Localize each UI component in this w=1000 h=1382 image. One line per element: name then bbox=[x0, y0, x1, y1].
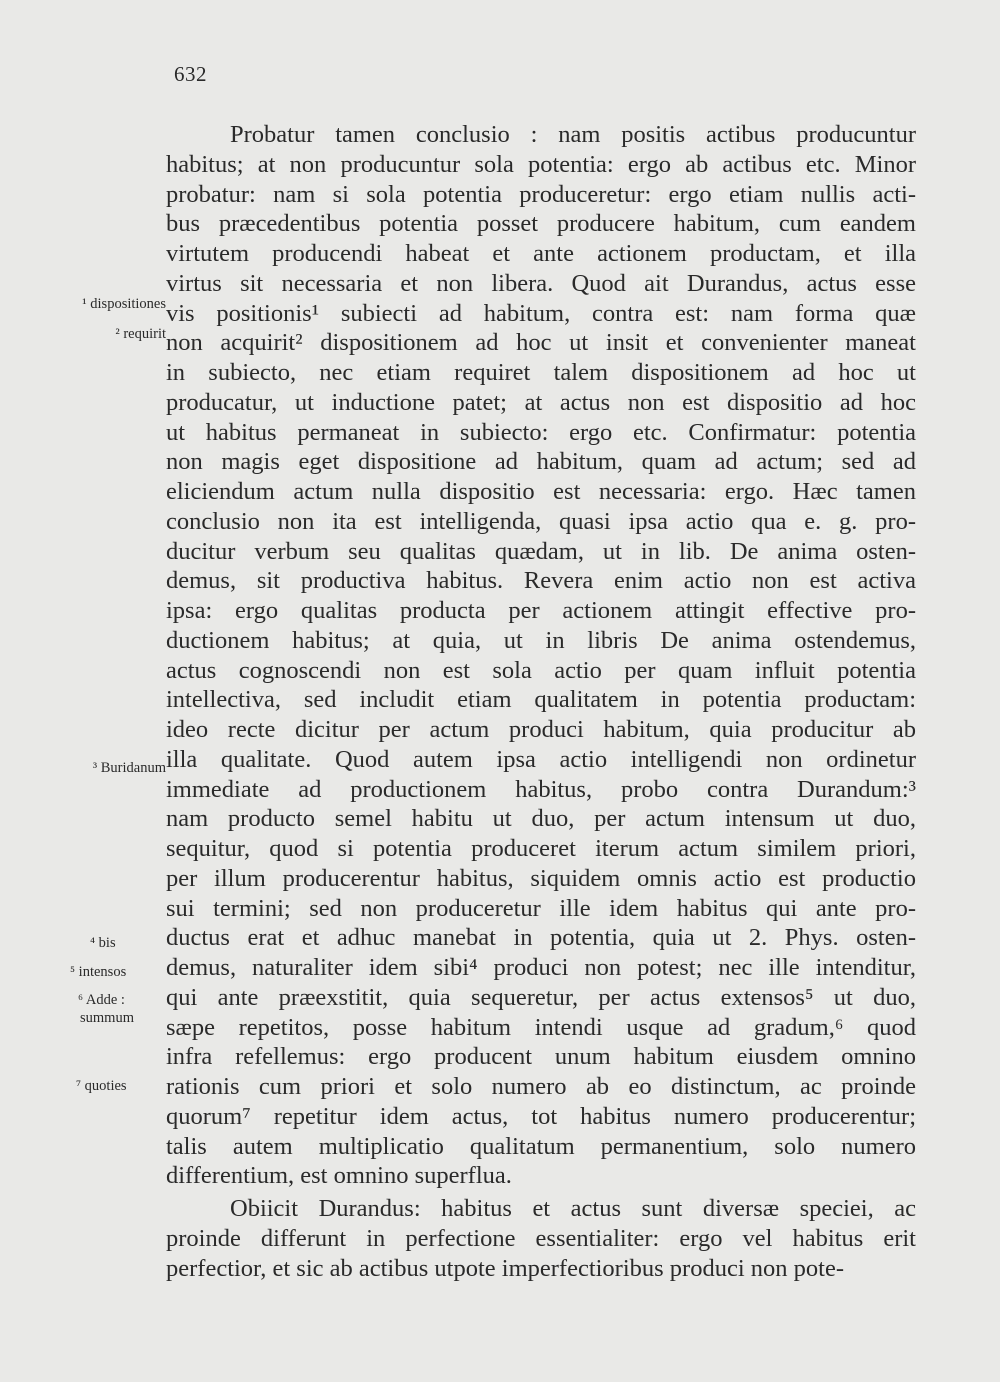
margin-note-7: ⁷ quoties bbox=[76, 1078, 127, 1094]
text-line: immediate ad productionem habitus, probo contra Durandum:³ bbox=[166, 775, 916, 803]
text-line: non acquirit² dispositionem ad hoc ut insit et convenienter maneat bbox=[166, 329, 916, 357]
text-line: conclusio non ita est intelligenda, quasi ipsa actio qua e. g. pro- bbox=[166, 507, 916, 535]
text-line: ducitur verbum seu qualitas quædam, ut in lib. De anima osten- bbox=[166, 537, 916, 565]
margin-note-2: ² requirit bbox=[115, 326, 166, 342]
text-line: ut habitus permaneat in subiecto: ergo etc. Confirmatur: potentia bbox=[166, 418, 916, 446]
text-line: demus, naturaliter idem sibi⁴ produci non potest; nec ille intenditur, bbox=[166, 954, 916, 981]
margin-note-6-cont: summum bbox=[80, 1010, 134, 1026]
text-line: eliciendum actum nulla dispositio est necessaria: ergo. Hæc tamen bbox=[166, 478, 916, 505]
text-line: perfectior, et sic ab actibus utpote imperfectioribus produci non pote- bbox=[166, 1254, 844, 1282]
body-text bbox=[166, 120, 916, 1283]
text-line: quorum⁷ repetitur idem actus, tot habitus numero producerentur; bbox=[166, 1102, 916, 1130]
text-line: illa qualitate. Quod autem ipsa actio intelligendi non ordinetur bbox=[166, 745, 916, 773]
text-line: virtus sit necessaria et non libera. Quod ait Durandus, actus esse bbox=[166, 269, 916, 297]
text-line: sequitur, quod si potentia produceret iterum actum similem priori, bbox=[166, 835, 916, 862]
margin-note-1: ¹ dispositiones bbox=[82, 296, 166, 312]
text-line: rationis cum priori et solo numero ab eo distinctum, ac proinde bbox=[166, 1073, 916, 1100]
text-line: actus cognoscendi non est sola actio per quam influit potentia bbox=[166, 656, 916, 684]
text-line: ipsa: ergo qualitas producta per actionem attingit effective pro- bbox=[166, 597, 916, 624]
text-line: intellectiva, sed includit etiam qualitatem in potentia productam: bbox=[166, 686, 916, 714]
text-line: proinde differunt in perfectione essentialiter: ergo vel habitus erit bbox=[166, 1224, 916, 1252]
text-line: differentium, est omnino superflua. bbox=[166, 1162, 512, 1190]
text-line: qui ante præexstitit, quia sequeretur, per actus extensos⁵ ut duo, bbox=[166, 983, 916, 1011]
text-line: ductionem habitus; at quia, ut in libris De anima ostendemus, bbox=[166, 626, 916, 654]
text-line: virtutem producendi habeat et ante actionem productam, et illa bbox=[166, 240, 916, 267]
text-line: infra refellemus: ergo producent unum habitum eiusdem omnino bbox=[166, 1043, 916, 1071]
text-line: Probatur tamen conclusio : nam positis actibus producuntur bbox=[230, 121, 916, 148]
text-line: ideo recte dicitur per actum produci habitum, quia producitur ab bbox=[166, 716, 916, 743]
page-number: 632 bbox=[174, 62, 207, 86]
margin-note-6: ⁶ Adde : bbox=[78, 992, 125, 1008]
margin-note-5: ⁵ intensos bbox=[70, 964, 127, 980]
text-line: ductus erat et adhuc manebat in potentia, quia ut 2. Phys. osten- bbox=[166, 924, 916, 952]
text-line: non magis eget dispositione ad habitum, quam ad actum; sed ad bbox=[166, 448, 916, 476]
text-line: per illum producerentur habitus, siquidem omnis actio est productio bbox=[166, 864, 916, 892]
text-line: producatur, ut inductione patet; at actus non est dispositio ad hoc bbox=[166, 388, 916, 416]
text-line: demus, sit productiva habitus. Revera enim actio non est activa bbox=[166, 567, 916, 595]
text-line: sæpe repetitos, posse habitum intendi usque ad gradum,⁶ quod bbox=[166, 1013, 916, 1041]
margin-note-3: ³ Buridanum bbox=[92, 760, 166, 776]
text-line: talis autem multiplicatio qualitatum permanentium, solo numero bbox=[166, 1132, 916, 1160]
text-line: vis positionis¹ subiecti ad habitum, contra est: nam forma quæ bbox=[166, 299, 916, 327]
text-line: Obiicit Durandus: habitus et actus sunt diversæ speciei, ac bbox=[230, 1195, 916, 1222]
text-line: bus præcedentibus potentia posset producere habitum, cum eandem bbox=[166, 210, 916, 238]
text-line: in subiecto, nec etiam requiret talem dispositionem ad hoc ut bbox=[166, 359, 916, 386]
text-line: sui termini; sed non produceretur ille idem habitus qui ante pro- bbox=[166, 894, 916, 922]
text-line: habitus; at non producuntur sola potentia: ergo ab actibus etc. Minor bbox=[166, 150, 916, 178]
text-line: probatur: nam si sola potentia produceretur: ergo etiam nullis acti- bbox=[166, 180, 916, 208]
text-line: nam producto semel habitu ut duo, per actum intensum ut duo, bbox=[166, 805, 916, 833]
margin-note-4: ⁴ bis bbox=[90, 935, 116, 951]
